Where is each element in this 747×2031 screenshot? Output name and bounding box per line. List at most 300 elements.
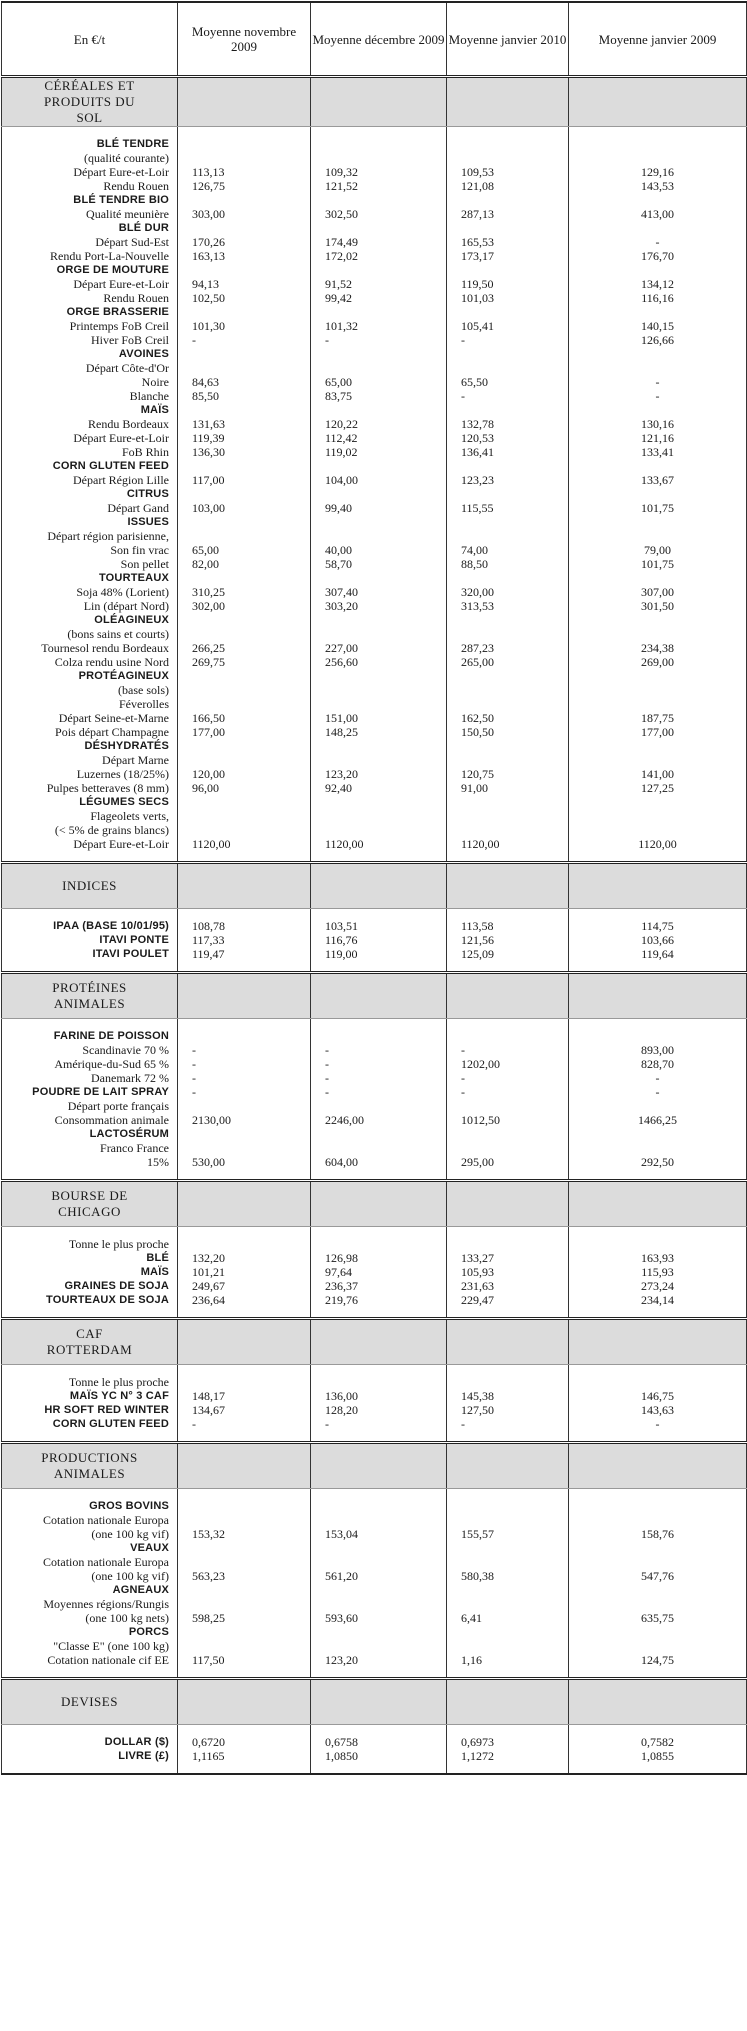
spacer-cell [2, 127, 178, 138]
value-cell [178, 1625, 311, 1639]
table-row [2, 1541, 747, 1555]
value-cell: - [569, 375, 747, 389]
spacer-row [2, 1019, 747, 1030]
spacer-cell [447, 1763, 569, 1774]
value-cell [311, 669, 447, 683]
spacer-cell [178, 909, 311, 920]
table-row [2, 641, 747, 655]
row-label: Départ Sud-Est [2, 235, 178, 249]
value-cell: - [569, 389, 747, 403]
row-label: Luzernes (18/25%) [2, 767, 178, 781]
value-cell: 1202,00 [447, 1057, 569, 1071]
section-header-cell [569, 1679, 747, 1725]
value-cell [569, 151, 747, 165]
spacer-row [2, 1365, 747, 1376]
table-row [2, 1417, 747, 1431]
spacer-cell [311, 127, 447, 138]
row-label: (base sols) [2, 683, 178, 697]
value-cell [178, 753, 311, 767]
header-row [2, 2, 747, 77]
value-cell [311, 1597, 447, 1611]
value-cell: 598,25 [178, 1611, 311, 1625]
spacer-cell [311, 1725, 447, 1736]
section-header [2, 1319, 747, 1365]
value-cell: 256,60 [311, 655, 447, 669]
value-cell [311, 809, 447, 823]
table-row [2, 249, 747, 263]
value-cell: - [447, 1417, 569, 1431]
value-cell: - [569, 235, 747, 249]
row-label: Flageolets verts, [2, 809, 178, 823]
value-cell [311, 487, 447, 501]
table-row [2, 179, 747, 193]
value-cell: 99,42 [311, 291, 447, 305]
spacer-cell [447, 1019, 569, 1030]
section-header-cell [178, 1679, 311, 1725]
value-cell [569, 1555, 747, 1569]
row-label: Départ Seine-et-Marne [2, 711, 178, 725]
section-title: INDICES [2, 863, 178, 909]
table-row [2, 697, 747, 711]
value-cell [569, 1583, 747, 1597]
value-cell [178, 1555, 311, 1569]
table-row [2, 221, 747, 235]
value-cell: 117,50 [178, 1653, 311, 1667]
value-cell: 82,00 [178, 557, 311, 571]
value-cell: 163,93 [569, 1251, 747, 1265]
spacer-row [2, 1307, 747, 1319]
row-label: Rendu Bordeaux [2, 417, 178, 431]
value-cell: 74,00 [447, 543, 569, 557]
value-cell [178, 151, 311, 165]
spacer-cell [569, 127, 747, 138]
row-label: Départ porte français [2, 1099, 178, 1113]
table-row [2, 487, 747, 501]
table-row [2, 333, 747, 347]
value-cell: 123,20 [311, 767, 447, 781]
value-cell: 120,53 [447, 431, 569, 445]
section-header-cell [447, 1679, 569, 1725]
row-label: LACTOSÉRUM [2, 1127, 178, 1141]
spacer-cell [178, 961, 311, 973]
row-label: Départ Eure-et-Loir [2, 165, 178, 179]
value-cell: 136,00 [311, 1389, 447, 1403]
table-row [2, 515, 747, 529]
row-label: TOURTEAUX DE SOJA [2, 1293, 178, 1307]
table-row [2, 319, 747, 333]
section-header-cell [569, 1443, 747, 1489]
value-cell [569, 627, 747, 641]
row-label: (< 5% de grains blancs) [2, 823, 178, 837]
spacer-cell [311, 1019, 447, 1030]
section-header-cell [569, 77, 747, 127]
table-row [2, 1279, 747, 1293]
spacer-cell [569, 1725, 747, 1736]
value-cell: 113,13 [178, 165, 311, 179]
value-cell [447, 221, 569, 235]
row-label: CORN GLUTEN FEED [2, 459, 178, 473]
spacer-cell [178, 1763, 311, 1774]
value-cell: 117,00 [178, 473, 311, 487]
value-cell: 101,21 [178, 1265, 311, 1279]
value-cell: 120,00 [178, 767, 311, 781]
value-cell: 101,03 [447, 291, 569, 305]
value-cell: - [311, 1071, 447, 1085]
value-cell: 132,78 [447, 417, 569, 431]
value-cell: 143,53 [569, 179, 747, 193]
value-cell [569, 809, 747, 823]
spacer-cell [569, 1019, 747, 1030]
value-cell [569, 221, 747, 235]
value-cell: 307,40 [311, 585, 447, 599]
table-row [2, 403, 747, 417]
section-header-cell [311, 1679, 447, 1725]
value-cell [178, 571, 311, 585]
value-cell [178, 305, 311, 319]
table-row [2, 585, 747, 599]
row-label: (qualité courante) [2, 151, 178, 165]
value-cell: 219,76 [311, 1293, 447, 1307]
spacer-cell [178, 1431, 311, 1443]
value-cell [311, 1583, 447, 1597]
value-cell [447, 361, 569, 375]
table-body [2, 77, 747, 1775]
table-row [2, 1527, 747, 1541]
row-label: Tonne le plus proche [2, 1375, 178, 1389]
value-cell: 150,50 [447, 725, 569, 739]
value-cell [178, 795, 311, 809]
section-header [2, 863, 747, 909]
row-label: Cotation nationale Europa [2, 1513, 178, 1527]
value-cell: - [447, 389, 569, 403]
value-cell [311, 795, 447, 809]
row-label: Pulpes betteraves (8 mm) [2, 781, 178, 795]
value-cell: 103,51 [311, 919, 447, 933]
value-cell [178, 683, 311, 697]
value-cell [178, 1375, 311, 1389]
row-label: OLÉAGINEUX [2, 613, 178, 627]
row-label: Rendu Rouen [2, 291, 178, 305]
value-cell: 84,63 [178, 375, 311, 389]
value-cell [311, 263, 447, 277]
row-label: Lin (départ Nord) [2, 599, 178, 613]
section-header [2, 1679, 747, 1725]
row-label: BLÉ [2, 1251, 178, 1265]
table-row [2, 543, 747, 557]
value-cell: 115,55 [447, 501, 569, 515]
value-cell: - [178, 1085, 311, 1099]
spacer-cell [569, 1169, 747, 1181]
value-cell [311, 515, 447, 529]
value-cell [569, 137, 747, 151]
spacer-row [2, 1169, 747, 1181]
value-cell: 65,00 [178, 543, 311, 557]
spacer-row [2, 1667, 747, 1679]
row-label: BLÉ DUR [2, 221, 178, 235]
value-cell [569, 571, 747, 585]
value-cell [178, 1597, 311, 1611]
table-row [2, 1749, 747, 1763]
value-cell [569, 1513, 747, 1527]
table-row [2, 571, 747, 585]
value-cell: 165,53 [447, 235, 569, 249]
spacer-cell [2, 1725, 178, 1736]
table-row [2, 599, 747, 613]
value-cell [447, 459, 569, 473]
value-cell [311, 1237, 447, 1251]
table-row [2, 305, 747, 319]
spacer-cell [2, 851, 178, 863]
spacer-cell [2, 1365, 178, 1376]
value-cell [447, 1029, 569, 1043]
row-label: ITAVI POULET [2, 947, 178, 961]
value-cell [311, 753, 447, 767]
spacer-row [2, 851, 747, 863]
table-row [2, 919, 747, 933]
value-cell [311, 1541, 447, 1555]
row-label: Noire [2, 375, 178, 389]
value-cell: 1,16 [447, 1653, 569, 1667]
value-cell [447, 1499, 569, 1513]
value-cell [569, 1099, 747, 1113]
value-cell: 124,75 [569, 1653, 747, 1667]
row-label: Soja 48% (Lorient) [2, 585, 178, 599]
table-row [2, 557, 747, 571]
value-cell [569, 193, 747, 207]
row-label: PROTÉAGINEUX [2, 669, 178, 683]
value-cell: 109,53 [447, 165, 569, 179]
value-cell: 127,25 [569, 781, 747, 795]
table-row [2, 417, 747, 431]
value-cell [447, 137, 569, 151]
row-label: ORGE BRASSERIE [2, 305, 178, 319]
table-row [2, 165, 747, 179]
row-label: DÉSHYDRATÉS [2, 739, 178, 753]
row-label: Tournesol rendu Bordeaux [2, 641, 178, 655]
value-cell [447, 1237, 569, 1251]
section-header-cell [569, 1319, 747, 1365]
value-cell: 2246,00 [311, 1113, 447, 1127]
value-cell: 561,20 [311, 1569, 447, 1583]
row-label: VEAUX [2, 1541, 178, 1555]
row-label: FoB Rhin [2, 445, 178, 459]
table-row [2, 193, 747, 207]
table-row [2, 1155, 747, 1169]
row-label: Tonne le plus proche [2, 1237, 178, 1251]
value-cell: 530,00 [178, 1155, 311, 1169]
row-label: MAÏS [2, 1265, 178, 1279]
value-cell: 121,52 [311, 179, 447, 193]
table-row [2, 1625, 747, 1639]
value-cell: 1,1165 [178, 1749, 311, 1763]
value-cell [569, 459, 747, 473]
spacer-cell [447, 127, 569, 138]
header-col-nov-2009: Moyenne novembre 2009 [178, 2, 311, 77]
table-row [2, 431, 747, 445]
value-cell [311, 529, 447, 543]
value-cell: - [311, 1417, 447, 1431]
page [0, 1, 747, 2031]
row-label: Cotation nationale cif EE [2, 1653, 178, 1667]
table-row [2, 1735, 747, 1749]
value-cell [447, 1099, 569, 1113]
value-cell: 229,47 [447, 1293, 569, 1307]
spacer-cell [447, 1169, 569, 1181]
value-cell: 234,14 [569, 1293, 747, 1307]
value-cell: 151,00 [311, 711, 447, 725]
value-cell [447, 305, 569, 319]
spacer-cell [569, 1489, 747, 1500]
value-cell: 303,00 [178, 207, 311, 221]
value-cell [311, 151, 447, 165]
value-cell: 187,75 [569, 711, 747, 725]
row-label: LIVRE (£) [2, 1749, 178, 1763]
value-cell [569, 347, 747, 361]
value-cell [178, 1583, 311, 1597]
value-cell [178, 1099, 311, 1113]
value-cell: 1012,50 [447, 1113, 569, 1127]
section-title: CÉRÉALES ET PRODUITS DU SOL [2, 77, 178, 127]
value-cell: 265,00 [447, 655, 569, 669]
value-cell [178, 697, 311, 711]
value-cell: 563,23 [178, 1569, 311, 1583]
spacer-cell [178, 1307, 311, 1319]
row-label: TOURTEAUX [2, 571, 178, 585]
table-row [2, 1653, 747, 1667]
row-label: Rendu Rouen [2, 179, 178, 193]
spacer-cell [447, 1227, 569, 1238]
value-cell [447, 529, 569, 543]
table-row [2, 767, 747, 781]
value-cell [311, 627, 447, 641]
spacer-row [2, 1725, 747, 1736]
value-cell [311, 1639, 447, 1653]
value-cell [447, 487, 569, 501]
table-row [2, 277, 747, 291]
value-cell: 88,50 [447, 557, 569, 571]
value-cell: 119,50 [447, 277, 569, 291]
value-cell: 126,98 [311, 1251, 447, 1265]
value-cell [569, 1141, 747, 1155]
value-cell: 115,93 [569, 1265, 747, 1279]
value-cell [311, 739, 447, 753]
value-cell [178, 361, 311, 375]
value-cell: 2130,00 [178, 1113, 311, 1127]
value-cell: 105,41 [447, 319, 569, 333]
value-cell: 172,02 [311, 249, 447, 263]
row-label: Printemps FoB Creil [2, 319, 178, 333]
row-label: GROS BOVINS [2, 1499, 178, 1513]
value-cell [311, 1127, 447, 1141]
table-row [2, 1265, 747, 1279]
value-cell: 109,32 [311, 165, 447, 179]
value-cell [311, 1499, 447, 1513]
value-cell [178, 669, 311, 683]
value-cell: 105,93 [447, 1265, 569, 1279]
value-cell: 148,17 [178, 1389, 311, 1403]
value-cell: - [311, 1085, 447, 1099]
value-cell: 65,50 [447, 375, 569, 389]
table-row [2, 1085, 747, 1099]
row-label: (bons sains et courts) [2, 627, 178, 641]
value-cell: 116,16 [569, 291, 747, 305]
spacer-cell [569, 1667, 747, 1679]
value-cell [569, 795, 747, 809]
value-cell [569, 263, 747, 277]
value-cell: 133,67 [569, 473, 747, 487]
value-cell [311, 459, 447, 473]
value-cell: 1120,00 [178, 837, 311, 851]
value-cell [569, 683, 747, 697]
row-label: AVOINES [2, 347, 178, 361]
table-row [2, 1071, 747, 1085]
table-row [2, 1403, 747, 1417]
row-label: Hiver FoB Creil [2, 333, 178, 347]
value-cell: - [311, 1043, 447, 1057]
spacer-cell [311, 1365, 447, 1376]
spacer-cell [311, 909, 447, 920]
value-cell: 177,00 [569, 725, 747, 739]
value-cell: 828,70 [569, 1057, 747, 1071]
section-title: DEVISES [2, 1679, 178, 1725]
value-cell [569, 361, 747, 375]
spacer-cell [178, 1725, 311, 1736]
value-cell [447, 1375, 569, 1389]
section-header [2, 77, 747, 127]
row-label: Pois départ Champagne [2, 725, 178, 739]
value-cell [178, 221, 311, 235]
value-cell: - [569, 1417, 747, 1431]
spacer-cell [311, 1667, 447, 1679]
value-cell: 301,50 [569, 599, 747, 613]
value-cell: 320,00 [447, 585, 569, 599]
spacer-cell [447, 909, 569, 920]
value-cell [569, 515, 747, 529]
spacer-row [2, 1763, 747, 1774]
table-row [2, 947, 747, 961]
value-cell [311, 613, 447, 627]
section-header-cell [447, 1443, 569, 1489]
value-cell: 292,50 [569, 1155, 747, 1169]
value-cell: 101,75 [569, 501, 747, 515]
value-cell: 273,24 [569, 1279, 747, 1293]
value-cell: - [447, 1071, 569, 1085]
table-row [2, 627, 747, 641]
table-row [2, 1127, 747, 1141]
section-header-cell [447, 1319, 569, 1365]
value-cell: 295,00 [447, 1155, 569, 1169]
table-row [2, 151, 747, 165]
row-label: Départ Gand [2, 501, 178, 515]
price-table [1, 1, 747, 1775]
spacer-cell [2, 1489, 178, 1500]
section-header-cell [178, 973, 311, 1019]
table-row [2, 389, 747, 403]
value-cell [178, 739, 311, 753]
table-row [2, 459, 747, 473]
value-cell [178, 1029, 311, 1043]
value-cell: 113,58 [447, 919, 569, 933]
value-cell [178, 515, 311, 529]
value-cell [178, 613, 311, 627]
value-cell: 287,13 [447, 207, 569, 221]
value-cell [178, 403, 311, 417]
spacer-row [2, 961, 747, 973]
value-cell [178, 1237, 311, 1251]
spacer-cell [447, 1667, 569, 1679]
value-cell: 593,60 [311, 1611, 447, 1625]
table-row [2, 1099, 747, 1113]
